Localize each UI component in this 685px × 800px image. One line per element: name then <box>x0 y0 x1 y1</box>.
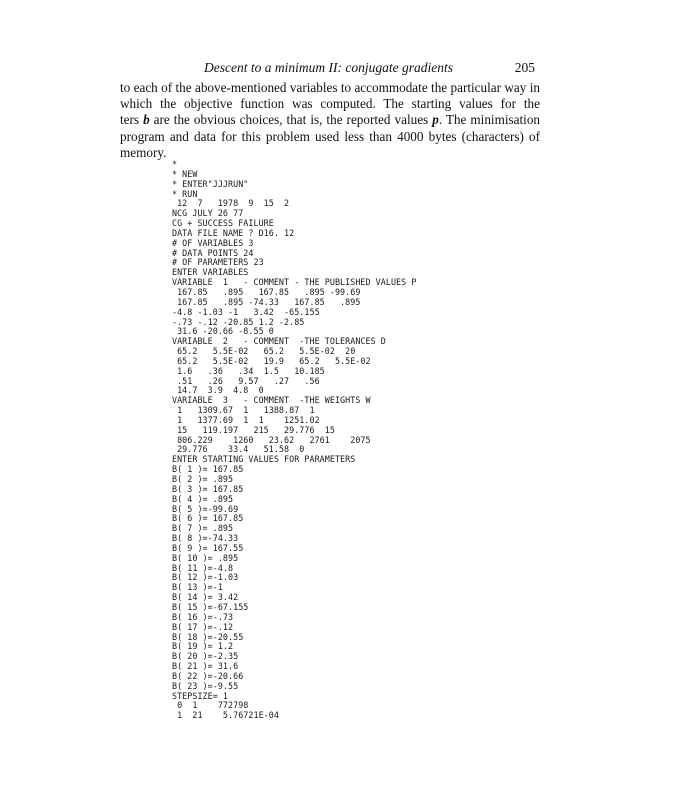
listing-line: B( 6 )= 167.85 <box>172 513 244 524</box>
listing-line: B( 21 )= 31.6 <box>172 661 239 672</box>
listing-line: NCG JULY 26 77 <box>172 208 244 219</box>
listing-line: B( 11 )=-4.8 <box>172 562 234 573</box>
listing-line: B( 2 )= .895 <box>172 474 234 484</box>
listing-line: CG + SUCCESS FAILURE <box>172 218 274 229</box>
listing-line: 65.2 5.5E-02 19.9 65.2 5.5E-02 <box>172 355 371 366</box>
listing-line: B( 4 )= .895 <box>172 493 234 504</box>
listing-line: 167.85 .895 167.85 .895 -99.69 <box>172 286 361 297</box>
listing-line: -4.8 -1.03 -1 3.42 -65.155 <box>172 306 320 317</box>
listing-line: B( 10 )= .895 <box>172 552 239 563</box>
listing-line: B( 17 )=-.12 <box>172 621 234 632</box>
listing-line: 15 119.197 215 29.776 15 <box>172 424 335 435</box>
listing-line: B( 1 )= 167.85 <box>172 464 244 475</box>
listing-line: # DATA POINTS 24 <box>172 247 254 258</box>
body-line: memory. <box>120 144 167 160</box>
listing-line: 14.7 3.9 4.8 0 <box>172 385 264 396</box>
listing-line: B( 14 )= 3.42 <box>172 592 239 603</box>
listing-line: VARIABLE 3 - COMMENT -THE WEIGHTS W <box>172 395 371 406</box>
running-head <box>120 60 535 78</box>
body-line: program and data for this problem used less than 4000 bytes (characters) of <box>120 128 540 144</box>
listing-line: VARIABLE 1 - COMMENT - THE PUBLISHED VALUES P <box>172 277 417 288</box>
body-text-span: . The minimisation <box>438 112 540 128</box>
listing-line: .51 .26 9.57 .27 .56 <box>172 375 320 386</box>
listing-line: 65.2 5.5E-02 65.2 5.5E-02 20 <box>172 346 356 357</box>
listing-line: B( 18 )=-20.55 <box>172 631 244 642</box>
listing-line: VARIABLE 2 - COMMENT -THE TOLERANCES D <box>172 336 386 347</box>
listing-line: B( 15 )=-67.155 <box>172 601 249 612</box>
listing-line: B( 19 )= 1.2 <box>172 641 234 652</box>
listing-line: B( 23 )=-9.55 <box>172 680 239 691</box>
listing-line: # OF VARIABLES 3 <box>172 237 254 248</box>
listing-line: B( 22 )=-20.66 <box>172 670 244 681</box>
listing-line: 31.6 -20.66 -8.55 0 <box>172 326 274 337</box>
listing-line: B( 8 )=-74.33 <box>172 533 239 544</box>
listing-line: 0 1 772798 <box>172 700 249 711</box>
listing-line: B( 3 )= 167.85 <box>172 483 244 494</box>
parameter-symbol-p: p <box>432 112 439 128</box>
listing-line: B( 20 )=-2.35 <box>172 651 239 662</box>
listing-line: 1 1377.69 1 1 1251.02 <box>172 414 320 425</box>
listing-line: # OF PARAMETERS 23 <box>172 257 264 268</box>
listing-line: 29.776 33.4 51.58 0 <box>172 444 305 455</box>
listing-line: B( 16 )=-.73 <box>172 611 234 622</box>
body-text-span: ters <box>120 112 144 128</box>
listing-line: B( 13 )=-1 <box>172 582 223 593</box>
listing-line: * RUN <box>172 188 198 199</box>
listing-line: B( 12 )=-1.03 <box>172 572 239 583</box>
listing-line: 1 1309.67 1 1388.87 1 <box>172 405 315 416</box>
body-line: which the objective function was computed. The starting values for the <box>120 96 540 112</box>
listing-line: B( 9 )= 167.55 <box>172 542 244 553</box>
body-line <box>120 112 540 128</box>
page-number: 205 <box>514 60 535 75</box>
body-line: to each of the above-mentioned variables to accommodate the particular way in <box>120 80 540 95</box>
body-paragraph <box>120 80 540 161</box>
listing-line: 1.6 .36 .34 1.5 10.185 <box>172 365 325 376</box>
listing-line: 12 7 1978 9 15 2 <box>172 198 290 209</box>
listing-line: 806.229 1260 23.62 2761 2075 <box>172 434 371 445</box>
parameter-symbol-b: b <box>143 112 150 128</box>
listing-line: 1 21 5.76721E-04 <box>172 710 279 721</box>
program-listing <box>172 160 416 721</box>
listing-line: * NEW <box>172 168 198 179</box>
listing-line: DATA FILE NAME ? D16. 12 <box>172 227 295 238</box>
listing-line: -.73 -.12 -20.85 1.2 -2.85 <box>172 316 305 327</box>
listing-line: * ENTER"JJJRUN" <box>172 178 249 189</box>
listing-line: STEPSIZE= 1 <box>172 690 229 701</box>
listing-line: ENTER STARTING VALUES FOR PARAMETERS <box>172 454 356 465</box>
body-text-span: are the obvious choices, that is, the reported values <box>149 112 433 128</box>
listing-line: B( 5 )=-99.69 <box>172 503 239 514</box>
running-title: Descent to a minimum II: conjugate gradients <box>204 60 453 75</box>
listing-line: 167.85 .895 -74.33 167.85 .895 <box>172 296 361 307</box>
listing-line: B( 7 )= .895 <box>172 523 234 534</box>
listing-line: * <box>172 159 178 169</box>
listing-line: ENTER VARIABLES <box>172 267 249 278</box>
